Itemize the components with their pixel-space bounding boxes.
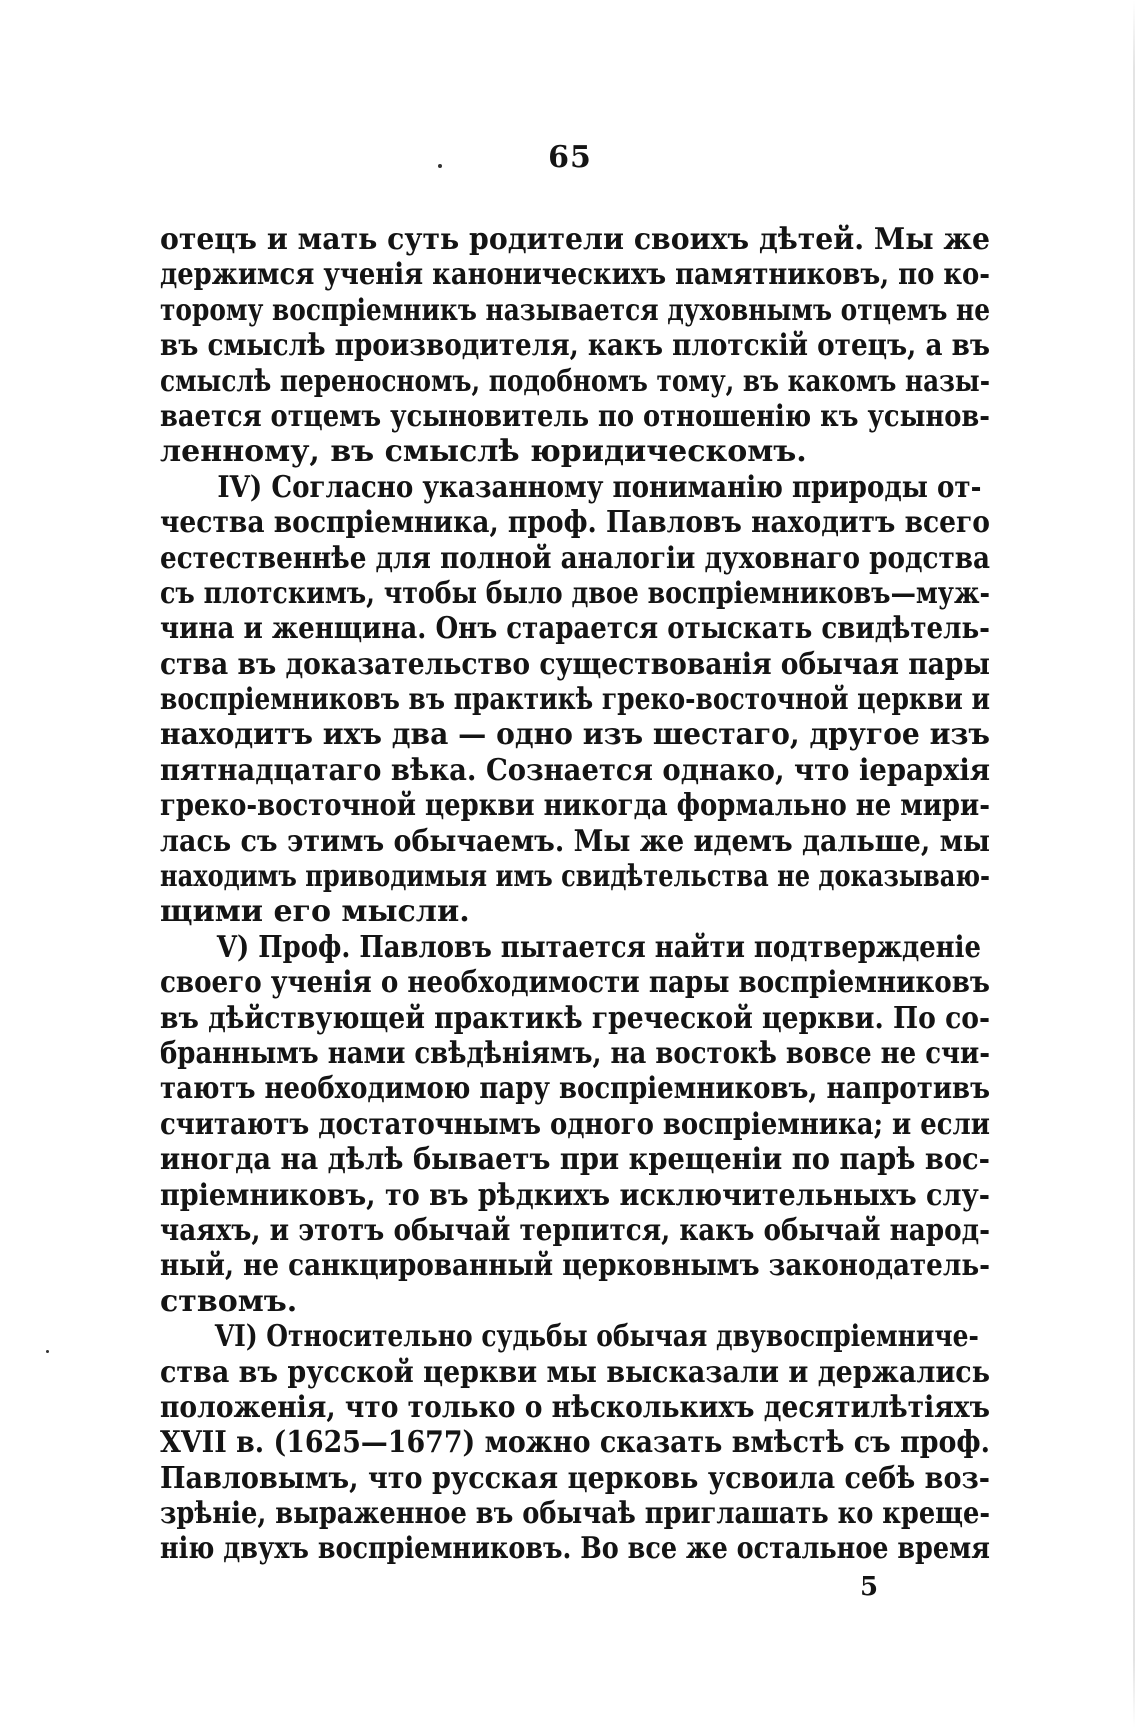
text-line: ства въ доказательство существованія обычая пары [160, 646, 990, 682]
signature-mark: 5 [860, 1572, 879, 1602]
text-line: чаяхъ, и этотъ обычай терпится, какъ обычай народ- [160, 1212, 990, 1248]
text-line: находитъ ихъ два — одно изъ шестаго, другое изъ [160, 717, 990, 753]
text-line: положенія, что только о нѣсколькихъ десятилѣтіяхъ [160, 1389, 990, 1425]
text-line: XVII в. (1625—1677) можно сказать вмѣстѣ съ проф. [160, 1425, 990, 1461]
text-line: Павловымъ, что русская церковь усвоила себѣ воз- [160, 1460, 990, 1496]
paragraph-start-v: V) Проф. Павловъ пытается найти подтвержденіе [216, 929, 981, 965]
paragraph-start-iv: IV) Согласно указанному пониманію природы от- [217, 469, 982, 505]
text-line: лась съ этимъ обычаемъ. Мы же идемъ дальше, мы [160, 823, 990, 859]
text-line: ленному, въ смыслѣ юридическомъ. [160, 434, 807, 470]
text-line: чества воспріемника, проф. Павловъ находитъ всего [160, 505, 990, 541]
scan-speck [46, 1350, 49, 1353]
text-line: щими его мысли. [160, 894, 470, 930]
text-line: пріемниковъ, то въ рѣдкихъ исключительныхъ слу- [160, 1177, 990, 1213]
text-line: греко-восточной церкви никогда формально не мири- [160, 788, 990, 824]
text-line: смыслѣ переносномъ, подобномъ тому, въ какомъ назы- [160, 363, 990, 399]
text-line: ствомъ. [160, 1283, 298, 1319]
text-line: вается отцемъ усыновитель по отношенію къ усынов- [160, 398, 990, 434]
text-line: торому воспріемникъ называется духовнымъ отцемъ не [160, 292, 990, 328]
paragraph-start-vi: VI) Относительно судьбы обычая двувоспріемниче- [214, 1319, 979, 1355]
text-line: воспріемниковъ въ практикѣ греко-восточной церкви и [160, 682, 990, 718]
text-line: зрѣніе, выраженное въ обычаѣ приглашать ко креще- [160, 1496, 990, 1532]
text-line: держимся ученія каноническихъ памятниковъ, по ко- [160, 257, 990, 293]
text-line: отецъ и мать суть родители своихъ дѣтей. Мы же [160, 222, 990, 257]
text-line: чина и женщина. Онъ старается отыскать свидѣтель- [160, 611, 990, 647]
text-line: въ дѣйствующей практикѣ греческой церкви. По со- [160, 1000, 990, 1036]
text-line: пятнадцатаго вѣка. Сознается однако, что іерархія [160, 752, 990, 788]
text-line: съ плотскимъ, чтобы было двое воспріемниковъ—муж- [160, 575, 990, 611]
text-line: находимъ приводимыя имъ свидѣтельства не доказываю- [160, 859, 990, 895]
text-line: въ смыслѣ производителя, какъ плотскій отецъ, а въ [160, 328, 990, 364]
page-number: 65 [548, 140, 592, 175]
text-line: естественнѣе для полной аналогіи духовнаго родства [160, 540, 990, 576]
scan-edge-line [1133, 0, 1135, 1728]
text-line: браннымъ нами свѣдѣніямъ, на востокѣ вовсе не счи- [160, 1035, 990, 1071]
text-line: считаютъ достаточнымъ одного воспріемника; и если [160, 1106, 990, 1142]
scan-speck [438, 164, 442, 168]
text-line: своего ученія о необходимости пары воспріемниковъ [160, 965, 990, 1001]
text-line: ства въ русской церкви мы высказали и держались [160, 1354, 990, 1390]
text-line: нію двухъ воспріемниковъ. Во все же остальное время [160, 1531, 990, 1567]
body-text [160, 222, 990, 1567]
text-line: иногда на дѣлѣ бываетъ при крещеніи по парѣ вос- [160, 1142, 990, 1178]
text-line: ный, не санкцированный церковнымъ законодатель- [160, 1248, 990, 1284]
text-line: таютъ необходимою пару воспріемниковъ, напротивъ [160, 1071, 990, 1107]
